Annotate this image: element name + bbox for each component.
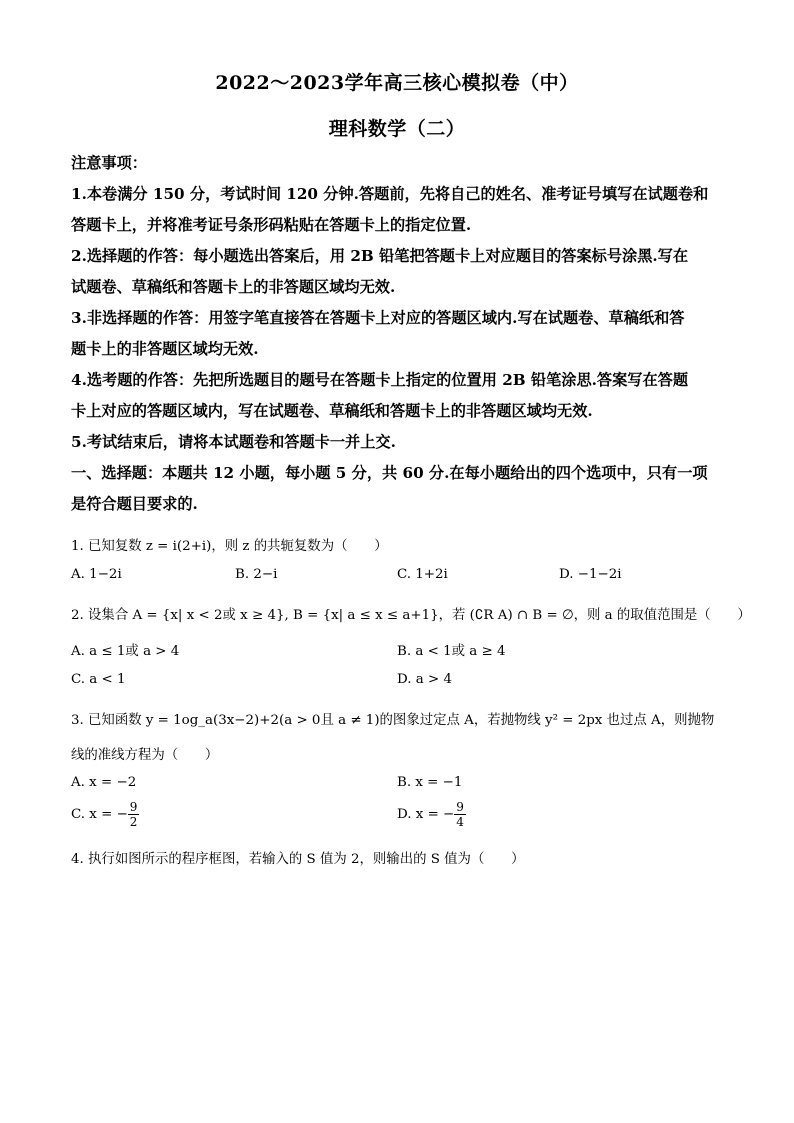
exam-title: 2022～2023学年高三核心模拟卷（中） — [215, 72, 579, 94]
note-line: 答题卡上，并将准考证号条形码粘贴在答题卡上的指定位置. — [71, 216, 472, 234]
notes-section — [71, 148, 721, 520]
option-a: A. 1−2i — [71, 567, 122, 582]
option-b: B. x = −1 — [397, 775, 463, 790]
note-line: 卡上对应的答题区域内，写在试题卷、草稿纸和答题卡上的非答题区域均无效. — [71, 402, 593, 420]
question-1-stem: 1. 已知复数 z = i(2+i)，则 z 的共轭复数为（ ） — [71, 539, 388, 554]
exam-subtitle: 理科数学（二） — [328, 118, 466, 140]
note-line: 2.选择题的作答：每小题选出答案后，用 2B 铅笔把答题卡上对应题目的答案标号涂黑.写在 — [71, 247, 689, 265]
note-line: 试题卷、草稿纸和答题卡上的非答题区域均无效. — [71, 278, 396, 296]
notes-heading: 注意事项： — [71, 154, 147, 172]
question-3-options-row1 — [71, 775, 721, 797]
option-b: B. a < 1或 a ≥ 4 — [397, 644, 506, 659]
section-heading: 一、选择题：本题共 12 小题，每小题 5 分，共 60 分.在每小题给出的四个选项中，只有一项 — [71, 464, 708, 482]
option-d-prefix: D. x = − — [397, 807, 455, 822]
option-d — [397, 800, 466, 829]
option-d-fraction — [454, 800, 466, 829]
option-c-fraction — [128, 800, 140, 829]
note-line: 4.选考题的作答：先把所选题目的题号在答题卡上指定的位置用 2B 铅笔涂思.答案写在答题 — [71, 371, 689, 389]
option-a: A. x = −2 — [71, 775, 137, 790]
fraction-denominator: 4 — [456, 815, 464, 829]
question-2-stem: 2. 设集合 A = {x| x < 2或 x ≥ 4}, B = {x| a ≤ x ≤ a+1}，若 (∁R A) ∩ B = ∅，则 a 的取值范围是（ ） — [71, 608, 751, 623]
option-d: D. a > 4 — [397, 672, 453, 687]
option-c — [71, 800, 139, 829]
fraction-numerator: 9 — [456, 800, 464, 814]
question-3-options-row2 — [71, 800, 721, 840]
question-3-stem-cont: 线的准线方程为（ ） — [71, 748, 219, 763]
option-a: A. a ≤ 1或 a > 4 — [71, 644, 180, 659]
option-b: B. 2−i — [235, 567, 278, 582]
fraction-denominator: 2 — [129, 815, 138, 829]
section-heading-cont: 是符合题目要求的. — [71, 495, 198, 513]
note-line: 5.考试结束后，请将本试题卷和答题卡一并上交. — [71, 433, 396, 451]
question-2-options-row1 — [71, 640, 721, 662]
note-line: 1.本卷满分 150 分，考试时间 120 分钟.答题前，先将自己的姓名、准考证号填写在试题卷和 — [71, 185, 709, 203]
option-c: C. a < 1 — [71, 672, 126, 687]
note-line: 3.非选择题的作答：用签字笔直接答在答题卡上对应的答题区域内.写在试题卷、草稿纸和答 — [71, 309, 685, 327]
note-line: 题卡上的非答题区域均无效. — [71, 340, 259, 358]
option-c-prefix: C. x = − — [71, 807, 128, 822]
option-c: C. 1+2i — [397, 567, 448, 582]
question-3-stem: 3. 已知函数 y = 1og_a(3x−2)+2(a > 0且 a ≠ 1)的图象过定点 A，若抛物线 y² = 2px 也过点 A，则抛物 — [71, 713, 715, 728]
fraction-numerator: 9 — [129, 800, 138, 814]
option-d: D. −1−2i — [559, 567, 622, 582]
question-4-stem: 4. 执行如图所示的程序框图，若输入的 S 值为 2，则输出的 S 值为（ ） — [71, 852, 525, 867]
question-2-options-row2 — [71, 672, 721, 694]
question-1-options — [71, 567, 721, 589]
